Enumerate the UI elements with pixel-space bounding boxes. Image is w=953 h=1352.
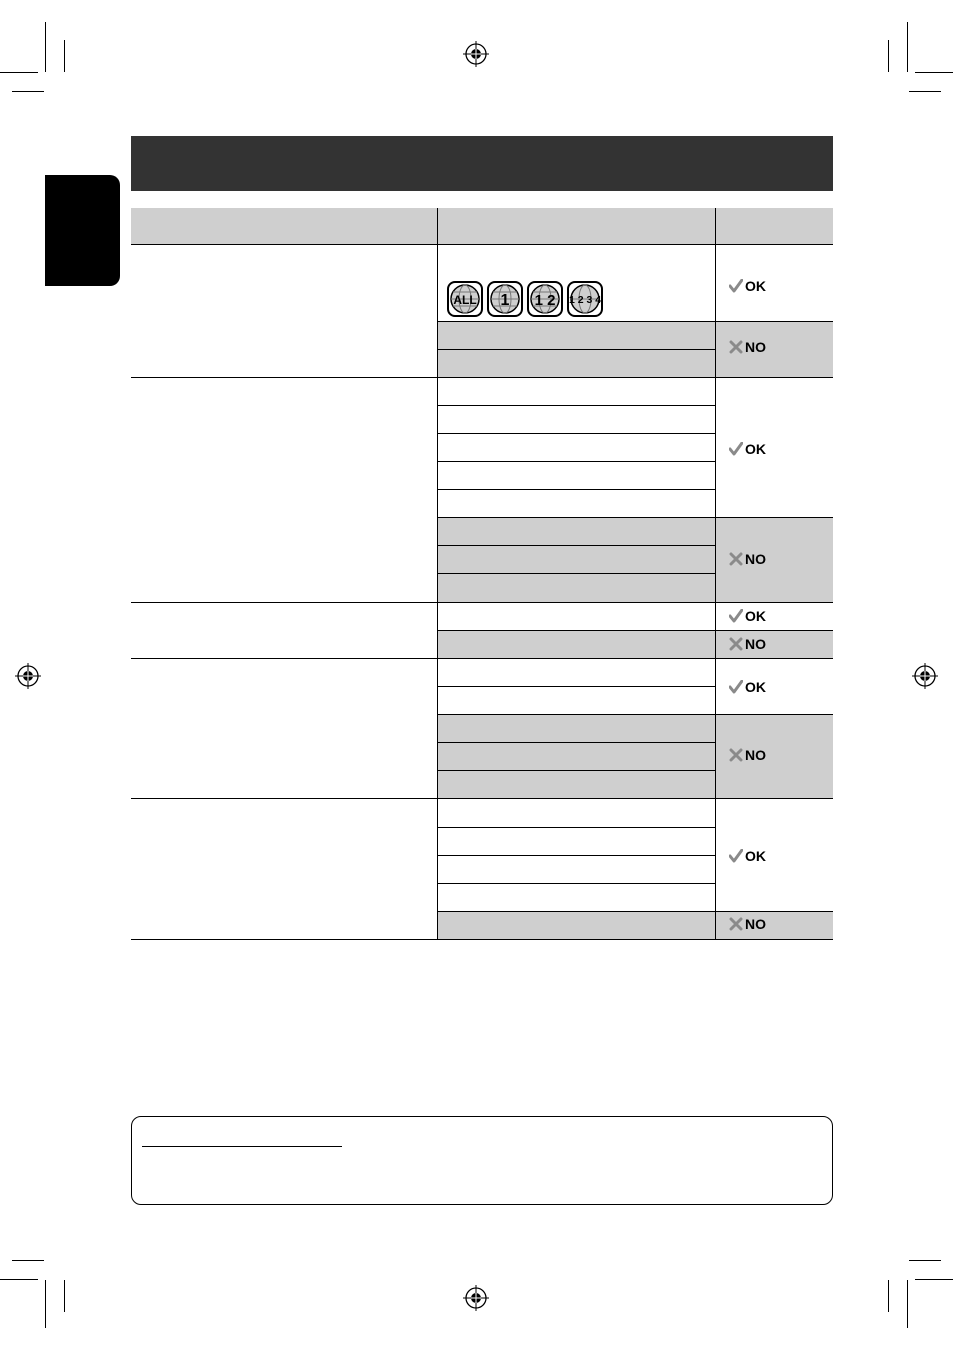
no-label: NO bbox=[745, 916, 766, 932]
ok-badge bbox=[729, 278, 766, 294]
row-divider bbox=[437, 827, 715, 828]
check-icon bbox=[729, 609, 743, 623]
note-box bbox=[131, 1116, 833, 1205]
ok-badge bbox=[729, 608, 766, 624]
crop-mark bbox=[12, 91, 44, 92]
row-divider bbox=[437, 489, 715, 490]
cross-icon bbox=[729, 748, 743, 762]
row-divider bbox=[131, 602, 833, 603]
region-1-globe-icon bbox=[487, 281, 523, 317]
row-divider bbox=[131, 658, 833, 659]
registration-mark-icon bbox=[15, 663, 41, 689]
no-badge bbox=[729, 339, 766, 355]
no-label: NO bbox=[745, 339, 766, 355]
table-cell-shaded bbox=[437, 714, 833, 798]
crop-mark bbox=[45, 1280, 46, 1328]
ok-label: OK bbox=[745, 848, 766, 864]
no-label: NO bbox=[745, 747, 766, 763]
crop-mark bbox=[907, 22, 908, 72]
region-label: 1 2 bbox=[534, 292, 556, 309]
row-divider bbox=[437, 405, 715, 406]
ok-label: OK bbox=[745, 278, 766, 294]
row-divider bbox=[437, 714, 833, 715]
crop-mark bbox=[888, 40, 889, 72]
region-all-globe-icon bbox=[447, 281, 483, 317]
language-side-tab bbox=[45, 175, 120, 286]
check-icon bbox=[729, 279, 743, 293]
no-badge bbox=[729, 636, 766, 652]
ok-label: OK bbox=[745, 679, 766, 695]
row-divider bbox=[437, 545, 715, 546]
region-label: ALL bbox=[453, 293, 477, 307]
crop-mark bbox=[907, 1280, 908, 1328]
note-heading-underline bbox=[142, 1146, 342, 1147]
check-icon bbox=[729, 849, 743, 863]
registration-mark-icon bbox=[463, 1285, 489, 1311]
region-1234-globe-icon bbox=[567, 281, 603, 317]
crop-mark bbox=[12, 1260, 44, 1261]
row-divider bbox=[437, 433, 715, 434]
cross-icon bbox=[729, 917, 743, 931]
region-12-globe-icon bbox=[527, 281, 563, 317]
row-divider bbox=[437, 517, 833, 518]
ok-badge bbox=[729, 441, 766, 457]
no-badge bbox=[729, 747, 766, 763]
row-divider bbox=[437, 855, 715, 856]
crop-mark bbox=[915, 72, 953, 73]
row-divider bbox=[437, 686, 715, 687]
crop-mark bbox=[0, 72, 38, 73]
row-divider bbox=[437, 883, 715, 884]
row-divider bbox=[437, 911, 833, 912]
table-cell-shaded bbox=[437, 911, 833, 939]
row-divider bbox=[131, 939, 833, 940]
row-divider bbox=[437, 349, 715, 350]
ok-label: OK bbox=[745, 608, 766, 624]
check-icon bbox=[729, 442, 743, 456]
check-icon bbox=[729, 680, 743, 694]
crop-mark bbox=[64, 40, 65, 72]
row-divider bbox=[437, 630, 833, 631]
cross-icon bbox=[729, 637, 743, 651]
crop-mark bbox=[64, 1280, 65, 1312]
row-divider bbox=[437, 461, 715, 462]
no-badge bbox=[729, 551, 766, 567]
crop-mark bbox=[888, 1280, 889, 1312]
crop-mark bbox=[915, 1279, 953, 1280]
row-divider bbox=[437, 770, 715, 771]
crop-mark bbox=[909, 91, 941, 92]
no-label: NO bbox=[745, 551, 766, 567]
region-label: 1 bbox=[500, 292, 510, 309]
registration-mark-icon bbox=[463, 41, 489, 67]
registration-mark-icon bbox=[912, 663, 938, 689]
region-code-icons bbox=[447, 281, 603, 317]
table-cell-shaded bbox=[437, 517, 833, 602]
crop-mark bbox=[909, 1260, 941, 1261]
row-divider bbox=[437, 573, 715, 574]
ok-label: OK bbox=[745, 441, 766, 457]
table-cell-shaded bbox=[437, 630, 833, 658]
crop-mark bbox=[0, 1279, 38, 1280]
page-header-bar bbox=[131, 136, 833, 191]
cross-icon bbox=[729, 340, 743, 354]
crop-mark bbox=[45, 22, 46, 72]
cross-icon bbox=[729, 552, 743, 566]
table-header-row bbox=[131, 208, 833, 245]
row-divider bbox=[437, 742, 715, 743]
region-label: 1 2 3 4 bbox=[568, 294, 602, 306]
no-badge bbox=[729, 916, 766, 932]
row-divider bbox=[131, 377, 833, 378]
ok-badge bbox=[729, 679, 766, 695]
row-divider bbox=[437, 321, 833, 322]
no-label: NO bbox=[745, 636, 766, 652]
ok-badge bbox=[729, 848, 766, 864]
column-divider bbox=[715, 208, 716, 939]
row-divider bbox=[131, 798, 833, 799]
